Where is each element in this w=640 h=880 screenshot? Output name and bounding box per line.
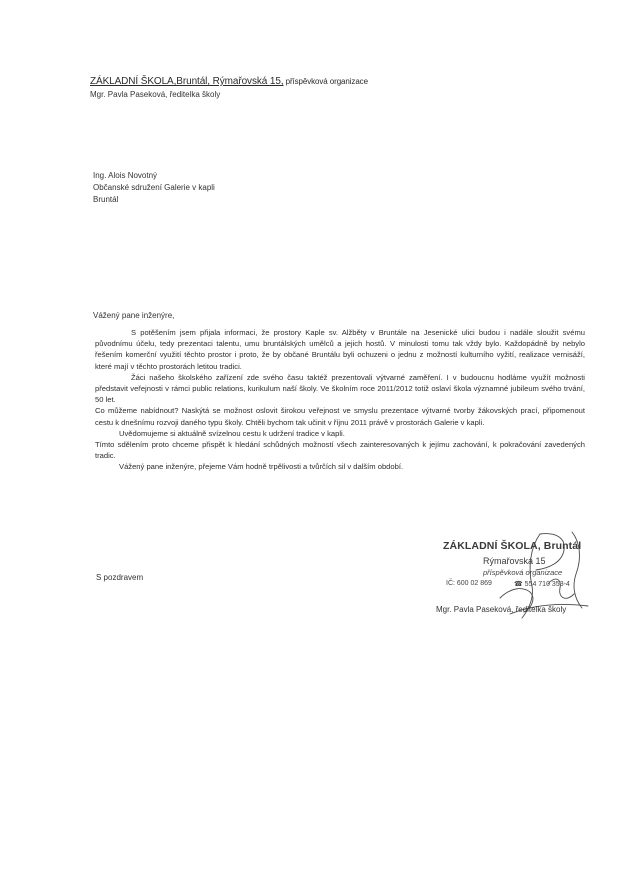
recipient-city: Bruntál: [93, 195, 119, 204]
recipient-name: Ing. Alois Novotný: [93, 171, 158, 180]
recipient-organization: Občanské sdružení Galerie v kapli: [93, 183, 215, 192]
body-paragraph: Co můžeme nabídnout? Naskýtá se možnost oslovit širokou veřejnost ve smyslu prezentace výtvarné tvorby žákovských prací, připomenout cestu k dnešnímu rozvoji daného typu školy. Chtěli bychom tak učinit v říjnu 2011 právě v prostorách Galerie v kapli.: [95, 406, 585, 427]
body-paragraph: Tímto sdělením proto chceme přispět k hledání schůdných možností všech zainteresovaných k jejímu zachování, k pokračování zavedených tradic.: [95, 440, 585, 461]
body-paragraph: Vážený pane inženýre, přejeme Vám hodně trpělivosti a tvůrčích sil v dalším období.: [119, 462, 404, 472]
closing: S pozdravem: [96, 573, 144, 582]
stamp-street: Rýmařovská 15: [483, 556, 546, 566]
body-paragraph: S potěšením jsem přijala informaci, že prostory Kaple sv. Alžběty v Bruntále na Jesenické ulici budou i nadále sloužit svému původnímu účelu, tedy prezentaci talentu, umu bruntálských umělců a jejich hostů. V minulosti tomu tak vždy bylo. Každopádně by nebylo řešením komerční využití těchto prostor i proto, že by občané Bruntálu byli ochuzeni o jednu z možností kulturního vyžití, realizace vernisáží, které mají v těchto prostorách letitou tradici.: [95, 328, 585, 371]
body-paragraph: Žáci našeho školského zařízení zde svého času taktéž prezentovali výtvarné zaměření. I v budoucnu hodláme využít možnosti představit veřejnosti v rámci public relations, kurikulum naší školy. Ve školním roce 2011/2012 totiž oslaví škola významné jubileum svého trvání, 50 let.: [95, 372, 585, 405]
stamp-ico: IČ: 600 02 869: [446, 580, 492, 587]
stamp-title: ZÁKLADNÍ ŠKOLA, Bruntál: [443, 540, 582, 552]
letterhead-sender: Mgr. Pavla Paseková, ředitelka školy: [90, 90, 221, 99]
salutation: Vážený pane inženýre,: [93, 311, 175, 320]
stamp-type: příspěvková organizace: [483, 568, 563, 577]
organization-type: příspěvková organizace: [283, 77, 368, 86]
signatory: Mgr. Pavla Paseková, ředitelka školy: [436, 605, 567, 614]
organization-name: ZÁKLADNÍ ŠKOLA,Bruntál, Rýmařovská 15,: [90, 76, 284, 87]
letterhead-organization: [90, 76, 368, 87]
stamp-phone: ☎ 554 710 353-4: [514, 581, 570, 588]
letter-body: [95, 327, 585, 473]
body-paragraph: Uvědomujeme si aktuálně svízelnou cestu k udržení tradice v kapli.: [119, 428, 345, 438]
